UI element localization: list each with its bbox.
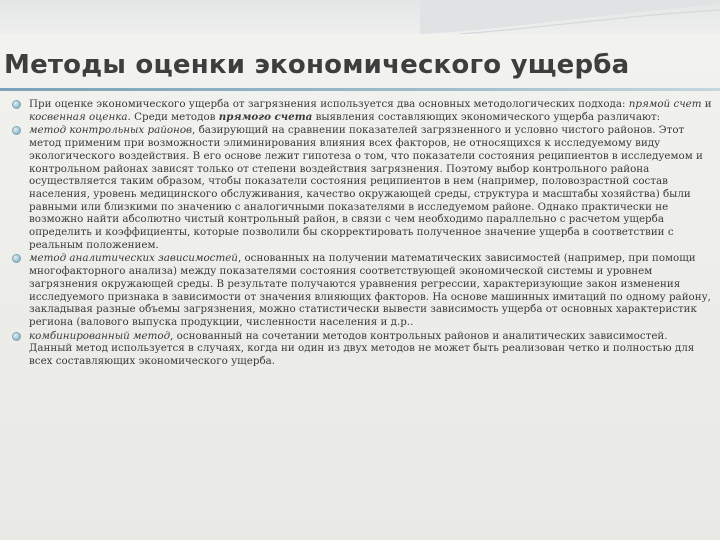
title-divider bbox=[0, 88, 720, 91]
bullet-text: При оценке экономического ущерба от загрязнения используется два основных методологических подхода: bbox=[29, 98, 629, 110]
decorative-swoosh bbox=[420, 0, 720, 34]
term-direct-count-bold: прямого счета bbox=[218, 110, 313, 123]
term-direct-count: прямой счет bbox=[628, 98, 702, 110]
sphere-bullet-icon bbox=[12, 126, 21, 135]
term-combined-method: комбинированный метод bbox=[29, 329, 171, 342]
bullet-text: и bbox=[701, 98, 712, 110]
bullet-text: . Среди методов bbox=[127, 110, 219, 123]
list-item bbox=[12, 252, 712, 328]
sphere-bullet-icon bbox=[12, 332, 21, 341]
sphere-bullet-icon bbox=[12, 254, 21, 263]
list-item bbox=[12, 124, 712, 251]
term-indirect-estimate: косвенная оценка bbox=[29, 110, 128, 123]
bullet-text: , базирующий на сравнении показателей загрязненного и условно чистого районов. Этот метод применим при возможности элиминирования влияния всех факторов, не относящихся к исследуемому виду экологического воздействия. В его основе лежит гипотеза о том, что показатели состояния реципиентов в исследуемом и контрольном районах зависят только от степени воздействия загрязнения. Поэтому выбор контрольного района осуществляется таким образом, чтобы показатели состояния реципиентов в нем (например, половозрастной состав населения, уровень медицинского обслуживания, качество окружающей среды, структура и масштабы хозяйства) были равными или близкими по значению с аналогичными показателями в исследуемом районе. Однако практически не возможно найти абсолютно чистый контрольный район, в связи с чем необходимо параллельно с расчетом ущерба определить и коэффициенты, которые позволили бы скорректировать полученное значение ущерба в соответствии с реальным положением. bbox=[29, 124, 703, 251]
term-control-areas-method: метод контрольных районов bbox=[29, 124, 193, 137]
sphere-bullet-icon bbox=[12, 100, 21, 109]
bullet-text: , основанный на сочетании методов контрольных районов и аналитических зависимостей. Данный метод используется в случаях, когда ни один из двух методов не может быть реализован четко и полностью для всех составляющих экономического ущерба. bbox=[29, 329, 695, 368]
list-item bbox=[12, 330, 712, 368]
term-analytical-dependencies-method: метод аналитических зависимостей bbox=[29, 252, 238, 265]
bullet-text: , основанных на получении математических зависимостей (например, при помощи многофакторного анализа) между показателями состояния соответствующей экономической системы и уровнем загрязнения окружающей среды. В результате получаются уравнения регрессии, характеризующие закон изменения исследуемого признака в зависимости от значения влияющих факторов. На основе машинных имитаций по одному району, закладывая разные объемы загрязнения, можно статистически вывести зависимость ущерба от основных характеристик региона (валового выпуска продукции, численности населения и д.р.. bbox=[29, 252, 711, 328]
list-item bbox=[12, 98, 712, 123]
page-title: Методы оценки экономического ущерба bbox=[4, 50, 630, 80]
bullet-text: выявления составляющих экономического ущерба различают: bbox=[312, 110, 661, 123]
bullet-list bbox=[12, 98, 712, 369]
